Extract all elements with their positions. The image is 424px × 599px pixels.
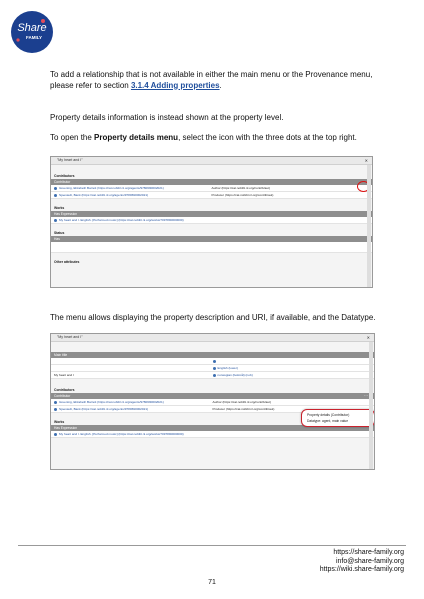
screenshot-property-details-icon <box>50 156 373 288</box>
contributor-row[interactable] <box>51 185 372 192</box>
screenshot-property-details-menu <box>50 333 375 470</box>
language-icon <box>213 360 216 363</box>
agent-icon <box>54 194 57 197</box>
work-icon <box>54 219 57 222</box>
footer-wiki[interactable]: https://wiki.share-family.org <box>319 566 404 573</box>
works-section-label: Works <box>54 206 65 210</box>
contributor-role: Author (https://cat.nobibl.nl.org/contrib/aut) <box>212 400 271 404</box>
logo-word: Share <box>17 22 47 34</box>
language-value <box>213 358 218 364</box>
title-value: My heart and I <box>54 373 74 377</box>
scrollbar[interactable] <box>369 342 373 469</box>
status-bar: Has <box>51 236 372 242</box>
has-expression-bar: Has Expression <box>51 211 372 217</box>
language-text: English (lower) <box>217 366 238 370</box>
title-row[interactable] <box>51 372 374 379</box>
contributor-row[interactable] <box>51 399 374 406</box>
contributor-name: Greening, Elizabeth Barrett (https://cat.nobibl.nl.org/agents/9780690002021) <box>59 186 164 190</box>
intro-paragraph <box>50 70 410 91</box>
language-value <box>213 372 253 378</box>
footer-email[interactable]: info@share-family.org <box>335 557 404 565</box>
para3-bold: Property details menu <box>94 133 179 142</box>
status-row[interactable] <box>51 242 372 253</box>
section-link[interactable]: 3.1.4 Adding properties <box>130 80 220 90</box>
language-icon <box>213 367 216 370</box>
scrollbar[interactable] <box>367 165 371 287</box>
dialog-title: "My heart and I" <box>57 335 83 339</box>
agent-icon <box>54 408 57 411</box>
contributors-section-label: Contributors <box>54 388 75 392</box>
contributor-role: Producer (https://cat.nobibl.nl.org/contrib/aut) <box>211 193 274 197</box>
close-icon[interactable]: ✕ <box>364 158 368 163</box>
para3-prefix: To open the <box>50 133 95 142</box>
page-number: 71 <box>208 579 216 586</box>
footer-contacts <box>320 549 404 575</box>
popup-title: Property details (Contributor) <box>307 413 350 417</box>
property-details-popup <box>301 409 375 427</box>
contributor-name: Sjoestedt, Bank (https://cat.nobibl.nl.org/agents/9780690002021) <box>59 407 149 411</box>
contributor-bar-label: Contributor <box>54 394 71 398</box>
more-options-icon[interactable]: ⋯ <box>364 393 368 398</box>
has-expression-bar: Has Expression <box>51 425 374 431</box>
language-icon <box>213 374 216 377</box>
work-icon <box>54 433 57 436</box>
title-row[interactable] <box>51 365 374 372</box>
dialog-title: "My heart and I" <box>57 158 83 162</box>
intro-line-1: To add a relationship that is not available in either the main menu or the Provenance menu, <box>50 70 373 79</box>
main-title-bar: Main title <box>51 352 374 358</box>
status-section-label: Status <box>54 231 65 235</box>
language-text: norwegian (bokmål) (nob) <box>217 373 253 377</box>
menu-description-paragraph: The menu allows displaying the property description and URI, if available, and the Datatype. <box>50 313 376 322</box>
intro-line-2-prefix: please refer to section <box>50 80 131 90</box>
close-icon[interactable]: ✕ <box>366 335 370 340</box>
intro-line-2 <box>50 81 410 92</box>
agent-icon <box>54 187 57 190</box>
property-details-paragraph: Property details information is instead shown at the property level. <box>50 113 284 122</box>
agent-icon <box>54 401 57 404</box>
para3-suffix: , select the icon with the three dots at the top right. <box>178 133 357 142</box>
works-section-label: Works <box>54 420 65 424</box>
share-family-logo <box>10 10 54 54</box>
other-attributes-label: Other attributes <box>54 260 80 264</box>
expression-row[interactable] <box>51 217 372 224</box>
contributor-bar-label: Contributor <box>54 180 71 184</box>
popup-datatype: Datatype: agent, main value <box>307 419 349 423</box>
language-value <box>213 365 238 371</box>
dialog-titlebar <box>51 334 374 342</box>
expression-title: My heart and I. English. [Performed music] (https://cat.nobibl.nl.org/works/7097890000000) <box>59 432 184 436</box>
contributor-name: Sjoestedt, Bank (https://cat.nobibl.nl.org/agents/9780690002021) <box>59 193 149 197</box>
logo-sub: FAMILY <box>25 35 43 40</box>
footer-website[interactable]: https://share-family.org <box>333 549 404 556</box>
intro-line-2-suffix: . <box>219 80 222 90</box>
contributor-role: Producer (https://cat.nobibl.nl.org/contrib/aut) <box>212 407 275 411</box>
expression-row[interactable] <box>51 431 374 438</box>
footer-rule <box>18 545 406 546</box>
expression-title: My heart and I. English. [Performed music] (https://cat.nobibl.nl.org/works/7097890000000) <box>59 218 184 222</box>
contributors-section-label: Contributors <box>54 174 75 178</box>
open-menu-paragraph <box>50 133 410 144</box>
title-row[interactable] <box>51 358 374 365</box>
dialog-titlebar <box>51 157 372 165</box>
contributor-row[interactable] <box>51 192 372 199</box>
contributor-role: Author (https://cat.nobibl.nl.org/contrib/aut) <box>211 186 270 190</box>
more-options-icon[interactable]: ⋯ <box>362 179 366 184</box>
contributor-name: Greening, Elizabeth Barrett (https://cat.nobibl.nl.org/agents/9780690002021) <box>59 400 164 404</box>
